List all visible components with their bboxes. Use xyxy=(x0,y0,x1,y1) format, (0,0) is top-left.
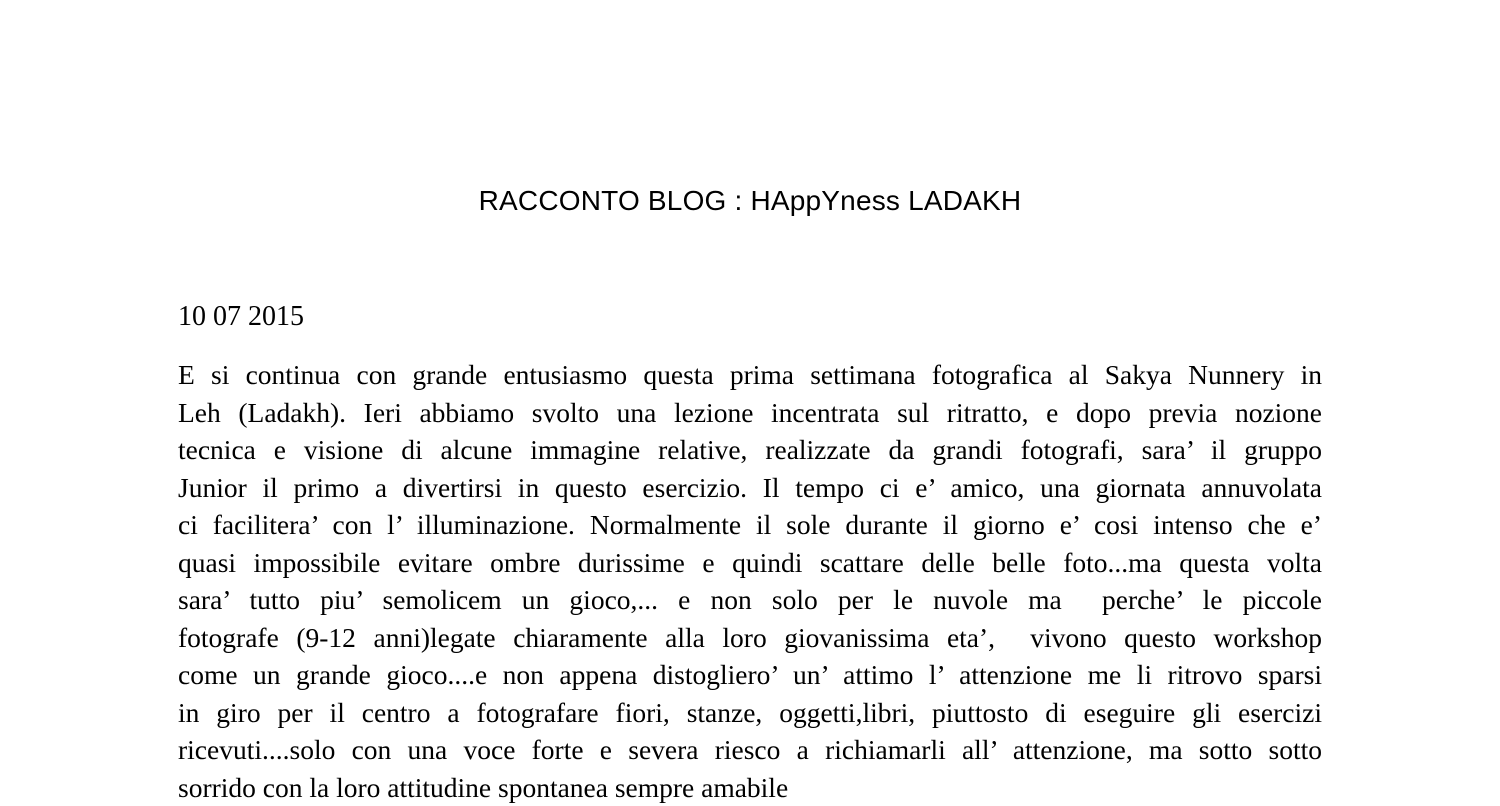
paragraph-line: ci facilitera’ con l’ illuminazione. Normalmente il sole durante il giorno e’ cosi intenso che e’ xyxy=(178,506,1322,544)
paragraph-line: Junior il primo a divertirsi in questo esercizio. Il tempo ci e’ amico, una giornata annuvolata xyxy=(178,469,1322,507)
document-date: 10 07 2015 xyxy=(178,298,304,336)
paragraph-line: fotografe (9-12 anni)legate chiaramente alla loro giovanissima eta’, vivono questo workshop xyxy=(178,619,1322,657)
paragraph-line: tecnica e visione di alcune immagine relative, realizzate da grandi fotografi, sara’ il gruppo xyxy=(178,431,1322,469)
paragraph-line-clipped: sorrido con la loro attitudine spontanea sempre amabile xyxy=(178,769,1322,806)
document-paragraph xyxy=(178,356,1322,806)
document-title: RACCONTO BLOG : HAppYness LADAKH xyxy=(0,185,1500,217)
paragraph-line: Leh (Ladakh). Ieri abbiamo svolto una lezione incentrata sul ritratto, e dopo previa nozione xyxy=(178,394,1322,432)
paragraph-line: in giro per il centro a fotografare fiori, stanze, oggetti,libri, piuttosto di eseguire gli esercizi xyxy=(178,694,1322,732)
paragraph-line: come un grande gioco....e non appena distogliero’ un’ attimo l’ attenzione me li ritrovo sparsi xyxy=(178,656,1322,694)
paragraph-line: ricevuti....solo con una voce forte e severa riesco a richiamarli all’ attenzione, ma sotto sotto xyxy=(178,731,1322,769)
paragraph-line: sara’ tutto piu’ semolicem un gioco,... e non solo per le nuvole ma perche’ le piccole xyxy=(178,581,1322,619)
paragraph-line: E si continua con grande entusiasmo questa prima settimana fotografica al Sakya Nunnery in xyxy=(178,356,1322,394)
paragraph-line: quasi impossibile evitare ombre durissime e quindi scattare delle belle foto...ma questa volta xyxy=(178,544,1322,582)
